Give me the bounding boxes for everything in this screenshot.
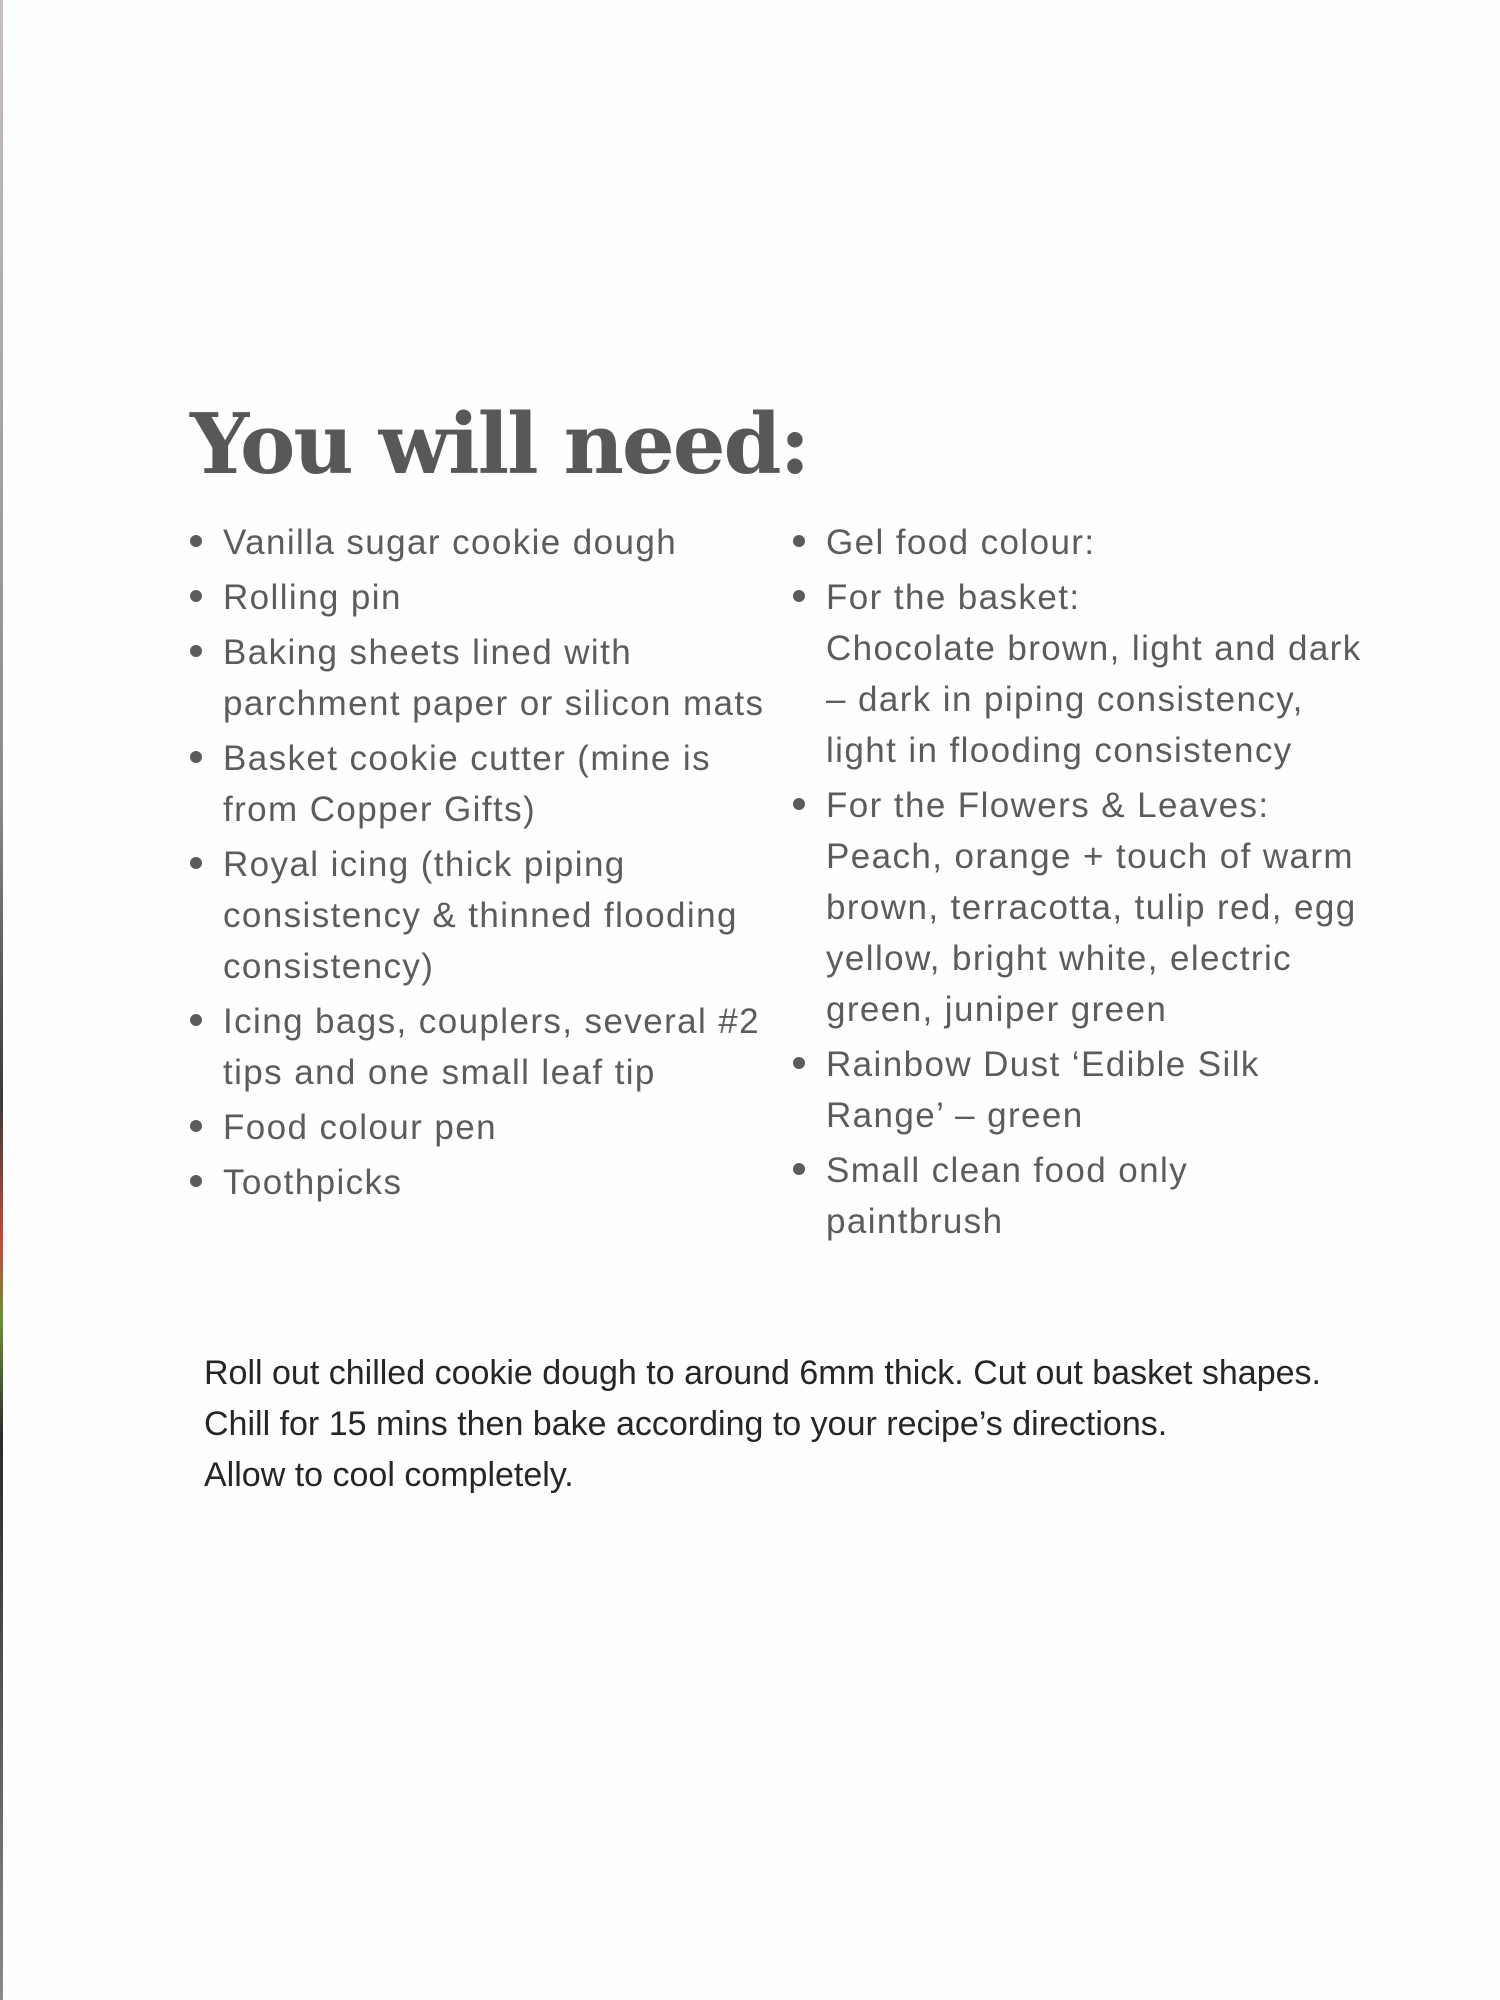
list-item-text: Peach, orange + touch of warm <box>826 837 1354 876</box>
bullet-icon <box>190 1120 202 1132</box>
list-item <box>190 572 790 623</box>
list-item <box>793 572 1433 776</box>
list-item-text: For the Flowers & Leaves: <box>826 786 1270 825</box>
bullet-icon <box>793 798 805 810</box>
page-edge <box>0 0 3 2000</box>
list-item-text: Small clean food only <box>826 1151 1189 1190</box>
list-item-text: paintbrush <box>826 1202 1004 1241</box>
list-item-text: consistency & thinned flooding <box>223 896 738 935</box>
list-item <box>190 839 790 992</box>
page-title: You will need: <box>190 395 809 493</box>
bullet-icon <box>190 590 202 602</box>
list-item-text: parchment paper or silicon mats <box>223 684 765 723</box>
bullet-icon <box>793 1163 805 1175</box>
list-item <box>793 780 1433 1035</box>
list-item-text: yellow, bright white, electric <box>826 939 1293 978</box>
list-item <box>190 1157 790 1208</box>
list-item <box>190 1102 790 1153</box>
instructions-line: Roll out chilled cookie dough to around 6mm thick. Cut out basket shapes. <box>204 1354 1321 1392</box>
list-item-text: brown, terracotta, tulip red, egg <box>826 888 1357 927</box>
list-item-text: consistency) <box>223 947 435 986</box>
list-item-text: Range’ – green <box>826 1096 1084 1135</box>
instructions-paragraph <box>204 1348 1464 1501</box>
list-item-text: For the basket: <box>826 578 1081 617</box>
bullet-icon <box>190 1175 202 1187</box>
list-item-text: Chocolate brown, light and dark <box>826 629 1362 668</box>
list-item-text: Rainbow Dust ‘Edible Silk <box>826 1045 1260 1084</box>
bullet-icon <box>190 751 202 763</box>
supplies-list-right <box>793 517 1433 1251</box>
bullet-icon <box>793 535 805 547</box>
instructions-line: Allow to cool completely. <box>204 1456 574 1494</box>
list-item-text: – dark in piping consistency, <box>826 680 1304 719</box>
list-item-text: Rolling pin <box>223 578 402 617</box>
list-item <box>793 1039 1433 1141</box>
list-item <box>190 627 790 729</box>
list-item <box>793 1145 1433 1247</box>
list-item-text: Basket cookie cutter (mine is <box>223 739 711 778</box>
list-item-text: Food colour pen <box>223 1108 497 1147</box>
list-item-text: tips and one small leaf tip <box>223 1053 656 1092</box>
list-item-text: Royal icing (thick piping <box>223 845 626 884</box>
bullet-icon <box>793 590 805 602</box>
list-item <box>190 996 790 1098</box>
list-item-text: Gel food colour: <box>826 523 1096 562</box>
list-item-text: light in flooding consistency <box>826 731 1293 770</box>
bullet-icon <box>190 1014 202 1026</box>
list-item <box>190 517 790 568</box>
instructions-line: Chill for 15 mins then bake according to your recipe’s directions. <box>204 1405 1168 1443</box>
bullet-icon <box>793 1057 805 1069</box>
supplies-list-left <box>190 517 790 1212</box>
list-item <box>793 517 1433 568</box>
list-item-text: Baking sheets lined with <box>223 633 633 672</box>
bullet-icon <box>190 535 202 547</box>
bullet-icon <box>190 645 202 657</box>
list-item <box>190 733 790 835</box>
list-item-text: from Copper Gifts) <box>223 790 537 829</box>
bullet-icon <box>190 857 202 869</box>
list-item-text: Toothpicks <box>223 1163 403 1202</box>
list-item-text: green, juniper green <box>826 990 1168 1029</box>
list-item-text: Icing bags, couplers, several #2 <box>223 1002 761 1041</box>
list-item-text: Vanilla sugar cookie dough <box>223 523 678 562</box>
